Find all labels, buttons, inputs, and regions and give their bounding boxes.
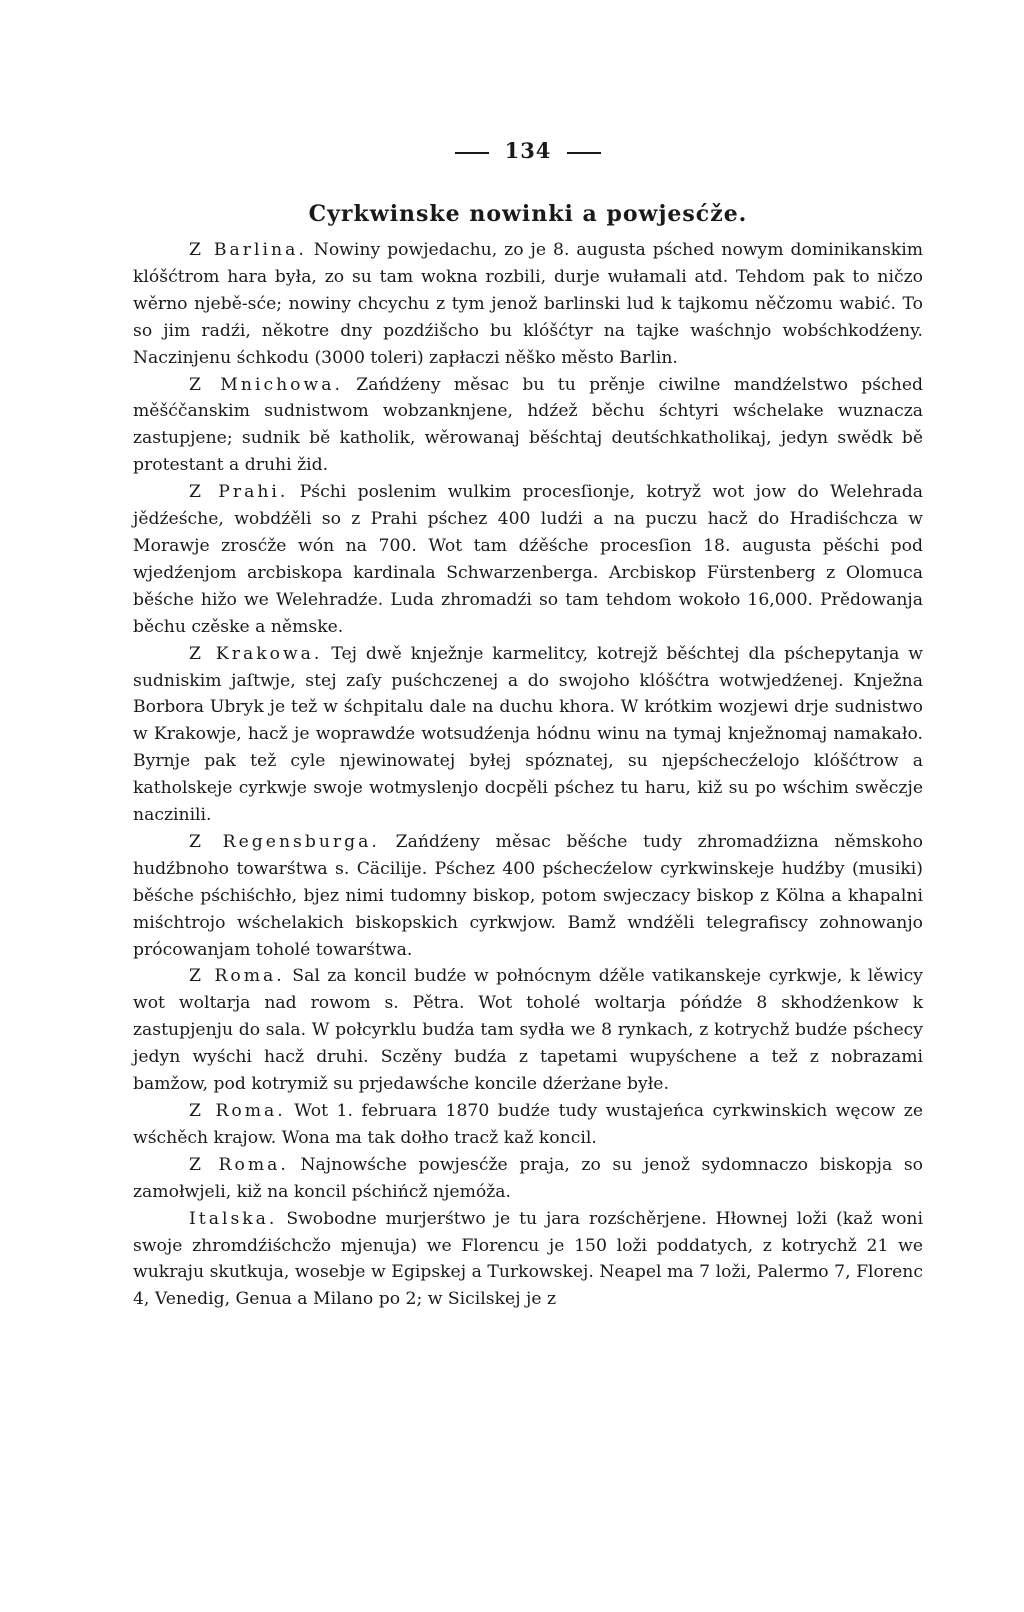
article-text: Tej dwě knježnje karmelitcy, kotrejž běśchtej dla pśchepytanja w sudniskim jaſtwje, stej zaſy puśchczenej a do swojoho klóšćtra wotwjedźenej. Knježna Borbora Ubryk je tež w śchpitalu dale na duchu khora. W krótkim wozjewi drje sudnistwo w Krakowje, hacž je woprawdźe wotsudźenja hódnu winu na tymaj knježnomaj namakało. Byrnje pak tež cyle njewinowatej byłej spóznatej, su njepśchecźelojo klóšćtrow a katholskeje cyrkwje swoje wotmyslenjo docpěli pśchez tu haru, kiž su po wśchim swěczje naczinili. (133, 643, 924, 826)
article-text: Pśchi poslenim wulkim procesſionje, kotryž wot jow do Welehrada jědźeśche, wobdźěli so z Prahi pśchez 400 ludźi a na puczu hacž do Hradiśchcza w Morawje zrosćže wón na 700. Wot tam dźěśche procesſion 18. augusta pěśchi pod wjedźenjom arcbiskopa kardinala Schwarzenberga. Arcbiskop Fürstenberg z Olomuca běśche hižo we Welehradźe. Luda zhromadźi so tam tehdom wokoło 16,000. Prědowanja běchu czěske a němske. (133, 482, 923, 637)
article-place: Z Roma. (189, 966, 285, 987)
article-munich (133, 372, 923, 480)
article-place: Italska. (189, 1208, 278, 1229)
article-italy (133, 1206, 923, 1314)
left-dash (455, 152, 489, 154)
document-page (133, 138, 923, 1313)
article-text: Najnowśche powjesćže praja, zo su jenož sydomnaczo biskopja so zamołwjeli, kiž na koncil pśchińcž njemóža. (133, 1154, 924, 1202)
article-place: Z Barlina. (189, 240, 307, 260)
article-rome-bishops (133, 1152, 923, 1206)
article-text: Swobodne murjerśtwo je tu jara rozśchěrjene. Hłownej loži (kaž woni swoje zhromdźiśchcžo mjenuja) we Florencu je 150 loži poddatych, z kotrychž 21 we wukraju skutkuja, wosebje w Egipskej a Turkowskej. Neapel ma 7 loži, Palermo 7, Florenc 4, Venedig, Genua a Milano po 2; w Sicilskej je z (133, 1208, 923, 1310)
article-place: Z Krakowa. (189, 643, 323, 664)
article-text: Nowiny powjedachu, zo je 8. augusta pśched nowym dominikanskim klóšćtrom hara była, zo su tam wokna rozbili, durje wułamali atd. Tehdom pak to ničzo wěrno njebě-sće; nowiny chcychu z tym jenož barlinski lud k tajkomu něčzomu wabić. To so jim radźi, někotre dny pozdźišcho bu klóšćtyr na tajke waśchnjo wobśchkodźeny. Naczinjenu śchkodu (3000 toleri) zapłaczi něško město Barlin. (133, 240, 923, 368)
page-number (133, 138, 923, 163)
page-title: Cyrkwinske nowinki a powjesćže. (308, 201, 748, 227)
article-text: Zańdźeny měsac běśche tudy zhromadźizna němskoho hudźbnoho towarśtwa s. Cäcilije. Pśchez 400 pśchecźelow cyrkwinskeje hudźby (musiki) běśche pśchiśchło, bjez nimi tudomny biskop, potom swjeczacy biskop z Kölna a khapalni miśchtrojo wśchelakich biskopskich cyrkwjow. Bamž wndźěli telegrafiscy zohnowanjo prócowanjam toholé towarśtwa. (133, 831, 924, 960)
article-berlin (133, 237, 923, 372)
right-dash (567, 152, 601, 154)
article-text: Wot 1. februara 1870 budźe tudy wustajeńca cyrkwinskich węcow ze wśchěch krajow. Wona ma tak dołho tracž kaž koncil. (133, 1101, 923, 1148)
article-place: Z Mnichowa. (189, 374, 343, 395)
article-text: Sal za koncil budźe w połnócnym dźěle vatikanskeje cyrkwje, k lěwicy wot woltarja nad rowom s. Pětra. Wot toholé woltarja póńdźe 8 skhodźenkow k zastupjenju do sala. W połcyrklu budźa tam sydła we 8 rynkach, z kotrychž budźe pśchecy jedyn wyśchi hacž druhi. Sczěny budźa z tapetami wupyśchene a tež z nobrazami bamžow, pod kotrymiž su prjedawśche koncile dźerżane byłe. (133, 966, 924, 1095)
article-rome-exhibition (133, 1098, 923, 1152)
article-place: Z Prahi. (189, 482, 289, 503)
page-number-value: 134 (504, 138, 552, 163)
article-text: Zańdźeny měsac bu tu prěnje ciwilne mandźelstwo pśched měšćčanskim sudnistwom wobzanknjene, hdźež běchu śchtyri wśchelake wuznacza zastupjene; sudnik bě katholik, wěrowanaj běśchtaj deutśchkatholikaj, jedyn swědk bě protestant a druhi žid. (133, 374, 923, 476)
article-prague (133, 479, 923, 640)
article-krakow (133, 641, 923, 829)
article-place: Z Roma. (189, 1154, 289, 1175)
article-rome-council-hall (133, 963, 923, 1098)
article-regensburg (133, 829, 923, 964)
article-place: Z Regensburga. (189, 831, 380, 852)
article-place: Z Roma. (189, 1101, 286, 1121)
